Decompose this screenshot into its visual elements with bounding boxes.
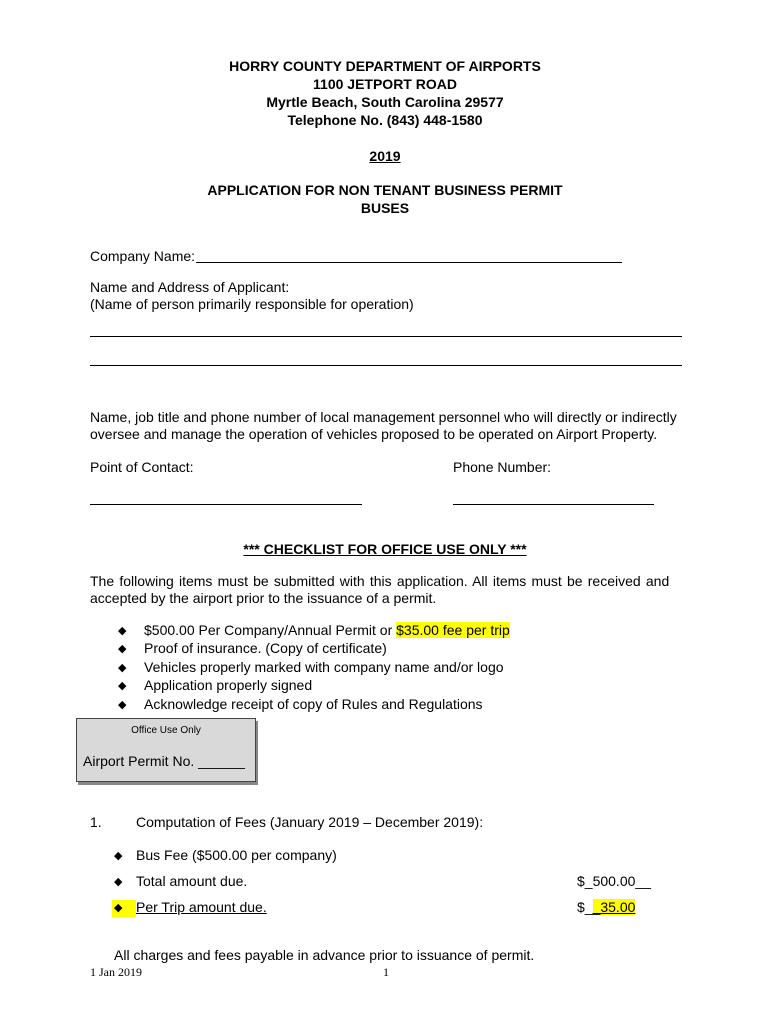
- total-value: $_500.00__: [577, 873, 651, 889]
- checklist-item-text: Proof of insurance. (Copy of certificate): [144, 640, 387, 657]
- bus-fee-label: Bus Fee ($500.00 per company): [136, 847, 337, 863]
- checklist-heading-wrapper: [0, 540, 770, 558]
- document-subtitle: BUSES: [360, 200, 410, 216]
- per-trip-prefix: $_: [577, 899, 593, 915]
- applicant-line-1[interactable]: [90, 336, 682, 337]
- checklist-items: [118, 622, 510, 714]
- header-city: Myrtle Beach, South Carolina 29577: [266, 94, 504, 110]
- footer-date: 1 Jan 2019: [90, 965, 142, 979]
- diamond-bullet-icon: ◆: [118, 698, 127, 711]
- fees-heading: Computation of Fees (January 2019 – December 2019):: [136, 814, 484, 830]
- diamond-bullet-icon: ◆: [118, 625, 127, 637]
- document-title: APPLICATION FOR NON TENANT BUSINESS PERMIT: [207, 182, 563, 198]
- office-use-title: Office Use Only: [131, 725, 201, 736]
- header-year: 2019: [369, 148, 401, 164]
- bus-fee-row: [114, 847, 337, 865]
- airport-permit-row: [83, 753, 245, 769]
- applicant-note: (Name of person primarily responsible for operation): [90, 296, 414, 312]
- checklist-item: [118, 640, 510, 658]
- checklist-intro-line-2: accepted by the airport prior to the issuance of a permit.: [90, 590, 437, 606]
- per-trip-value-row: [577, 899, 635, 916]
- checklist-item-text: Application properly signed: [144, 677, 313, 694]
- company-name-label: Company Name:: [90, 248, 196, 264]
- phone-number-field[interactable]: [453, 504, 654, 505]
- diamond-bullet-icon: ◆: [114, 876, 123, 888]
- applicant-line-2[interactable]: [90, 365, 682, 366]
- per-trip-row: [112, 899, 267, 917]
- footer-page-number: 1: [383, 965, 389, 979]
- airport-permit-field[interactable]: ______: [198, 753, 245, 769]
- applicant-label: Name and Address of Applicant:: [90, 279, 290, 295]
- checklist-item: [118, 696, 510, 714]
- checklist-item-text: Acknowledge receipt of copy of Rules and Regulations: [144, 695, 483, 712]
- advance-payment-note: All charges and fees payable in advance prior to issuance of permit.: [114, 947, 535, 963]
- checklist-intro-line-1: The following items must be submitted with this application. All items must be received and: [90, 573, 670, 589]
- management-text-line-2: oversee and manage the operation of vehicles proposed to be operated on Airport Property.: [90, 426, 658, 442]
- header-org-name: HORRY COUNTY DEPARTMENT OF AIRPORTS: [229, 58, 541, 74]
- checklist-item: [118, 622, 510, 640]
- per-trip-label: Per Trip amount due.: [136, 899, 267, 915]
- company-name-field[interactable]: [196, 262, 622, 263]
- diamond-bullet-icon: ◆: [118, 680, 127, 693]
- checklist-item-text: Vehicles properly marked with company name and/or logo: [144, 658, 504, 675]
- checklist-item: [118, 659, 510, 677]
- office-use-box: [76, 718, 256, 782]
- header-address: 1100 JETPORT ROAD: [313, 76, 457, 92]
- checklist-item-text: $500.00 Per Company/Annual Permit or: [144, 622, 397, 638]
- section-number: 1.: [90, 814, 102, 830]
- checklist-heading: *** CHECKLIST FOR OFFICE USE ONLY ***: [243, 541, 527, 557]
- point-of-contact-field[interactable]: [90, 504, 362, 505]
- diamond-bullet-icon: ◆: [112, 900, 136, 917]
- point-of-contact-label: Point of Contact:: [90, 459, 194, 475]
- total-row: [114, 873, 247, 891]
- diamond-bullet-icon: ◆: [118, 661, 127, 674]
- checklist-item: [118, 677, 510, 695]
- diamond-bullet-icon: ◆: [118, 643, 127, 656]
- phone-number-label: Phone Number:: [453, 459, 552, 475]
- diamond-bullet-icon: ◆: [114, 850, 123, 862]
- airport-permit-label: Airport Permit No.: [83, 753, 199, 769]
- header-telephone: Telephone No. (843) 448-1580: [287, 112, 483, 128]
- highlighted-trip-fee: $35.00 fee per trip: [396, 622, 510, 638]
- year-wrapper: [0, 147, 770, 165]
- management-text-line-1: Name, job title and phone number of local management personnel who will directly or indirectly: [90, 409, 677, 425]
- total-label: Total amount due.: [136, 873, 248, 889]
- per-trip-value: _35.00: [592, 899, 636, 915]
